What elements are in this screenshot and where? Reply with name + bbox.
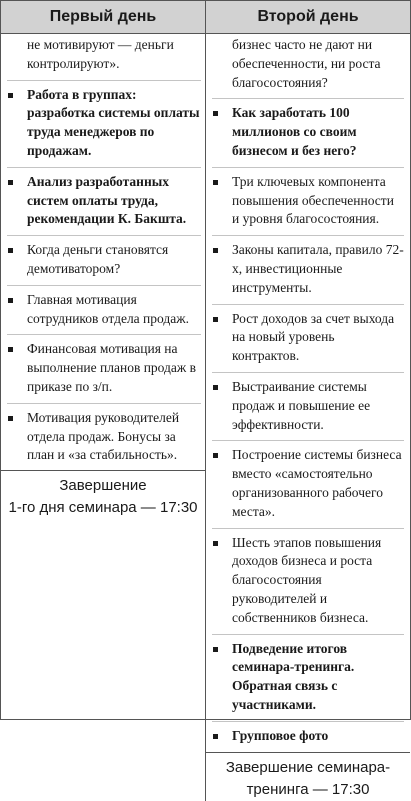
list-item [212,241,404,304]
list-item [7,340,201,403]
day2-footer-line2: тренинга — 17:30 [246,780,370,798]
list-item [7,241,201,286]
bullet-icon [213,317,218,322]
bullet-icon [213,734,218,739]
list-item [212,378,404,441]
list-item [7,409,201,471]
bullet-icon [8,298,13,303]
day1-footer-line2: 1-го дня семинара — 17:30 [8,499,198,517]
list-item-text: Когда деньги становятся демотиватором? [27,242,169,276]
list-item-text: Групповое фото [232,727,329,743]
list-item-text: Три ключевых компонента повышения обеспеченности и уровня благосостояния. [232,173,394,227]
day1-items [1,34,205,471]
day2-footer [206,752,410,801]
bullet-icon [213,647,218,652]
list-item-text: Рост доходов за счет выхода на новый уровень контрактов. [232,310,395,364]
bullet-icon [213,180,218,185]
list-item-text: Выстраивание системы продаж и повышение ее эффективности. [232,378,371,432]
day1-column [1,34,206,801]
bullet-icon [8,248,13,253]
list-item-text: Анализ разработанных систем оплаты труда, рекомендации К. Бакшта. [27,173,187,227]
day2-header: Второй день [257,8,359,25]
list-item-text: Работа в группах: разработка системы оплаты труда менеджеров по продажам. [27,86,200,158]
list-item [212,173,404,236]
list-item [7,86,201,168]
list-item [212,36,404,99]
bullet-icon [8,416,13,421]
bullet-icon [213,111,218,116]
day1-footer-line1: Завершение [59,477,147,495]
day1-empty-space [1,519,205,800]
list-item [212,310,404,373]
list-item [212,640,404,722]
list-item [212,534,404,635]
bullet-icon [213,248,218,253]
table-header [1,1,410,34]
list-item-text: Шесть этапов повышения доходов бизнеса и роста благосостояния руководителей и собственников бизнеса. [232,534,382,625]
day2-column [206,34,410,801]
day2-footer-line1: Завершение семинара- [225,758,391,776]
table-body [1,34,410,801]
list-item-text: Финансовая мотивация на выполнение планов продаж в приказе по з/п. [27,341,196,394]
list-item [7,173,201,236]
list-item [212,446,404,528]
bullet-icon [213,453,218,458]
list-item-text: Главная мотивация сотрудников отдела продаж. [27,291,189,326]
list-item-text: Построение системы бизнеса вместо «самостоятельно организованного рабочего места». [232,447,402,519]
bullet-icon [213,385,218,390]
list-item-text: Как заработать 100 миллионов со своим бизнесом и без него? [232,105,357,158]
list-item-text: Законы капитала, правило 72-х, инвестиционные инструменты. [232,242,404,295]
day2-items [206,34,410,752]
list-item [7,36,201,81]
list-item [212,727,404,752]
day1-footer [1,470,205,519]
list-item-text: бизнес часто не дают ни обеспеченности, ни роста благосостояния? [232,37,381,90]
list-item-text: не мотивируют — деньги контролируют». [27,37,174,71]
list-item [212,104,404,167]
bullet-icon [8,347,13,352]
list-item [7,291,201,336]
bullet-icon [213,541,218,546]
day1-header: Первый день [1,1,206,33]
bullet-icon [8,180,13,185]
list-item-text: Подведение итогов семинара-тренинга. Обратная связь с участниками. [232,640,355,712]
list-item-text: Мотивация руководителей отдела продаж. Бонусы за план и «за стабильность». [27,409,180,463]
bullet-icon [8,93,13,98]
